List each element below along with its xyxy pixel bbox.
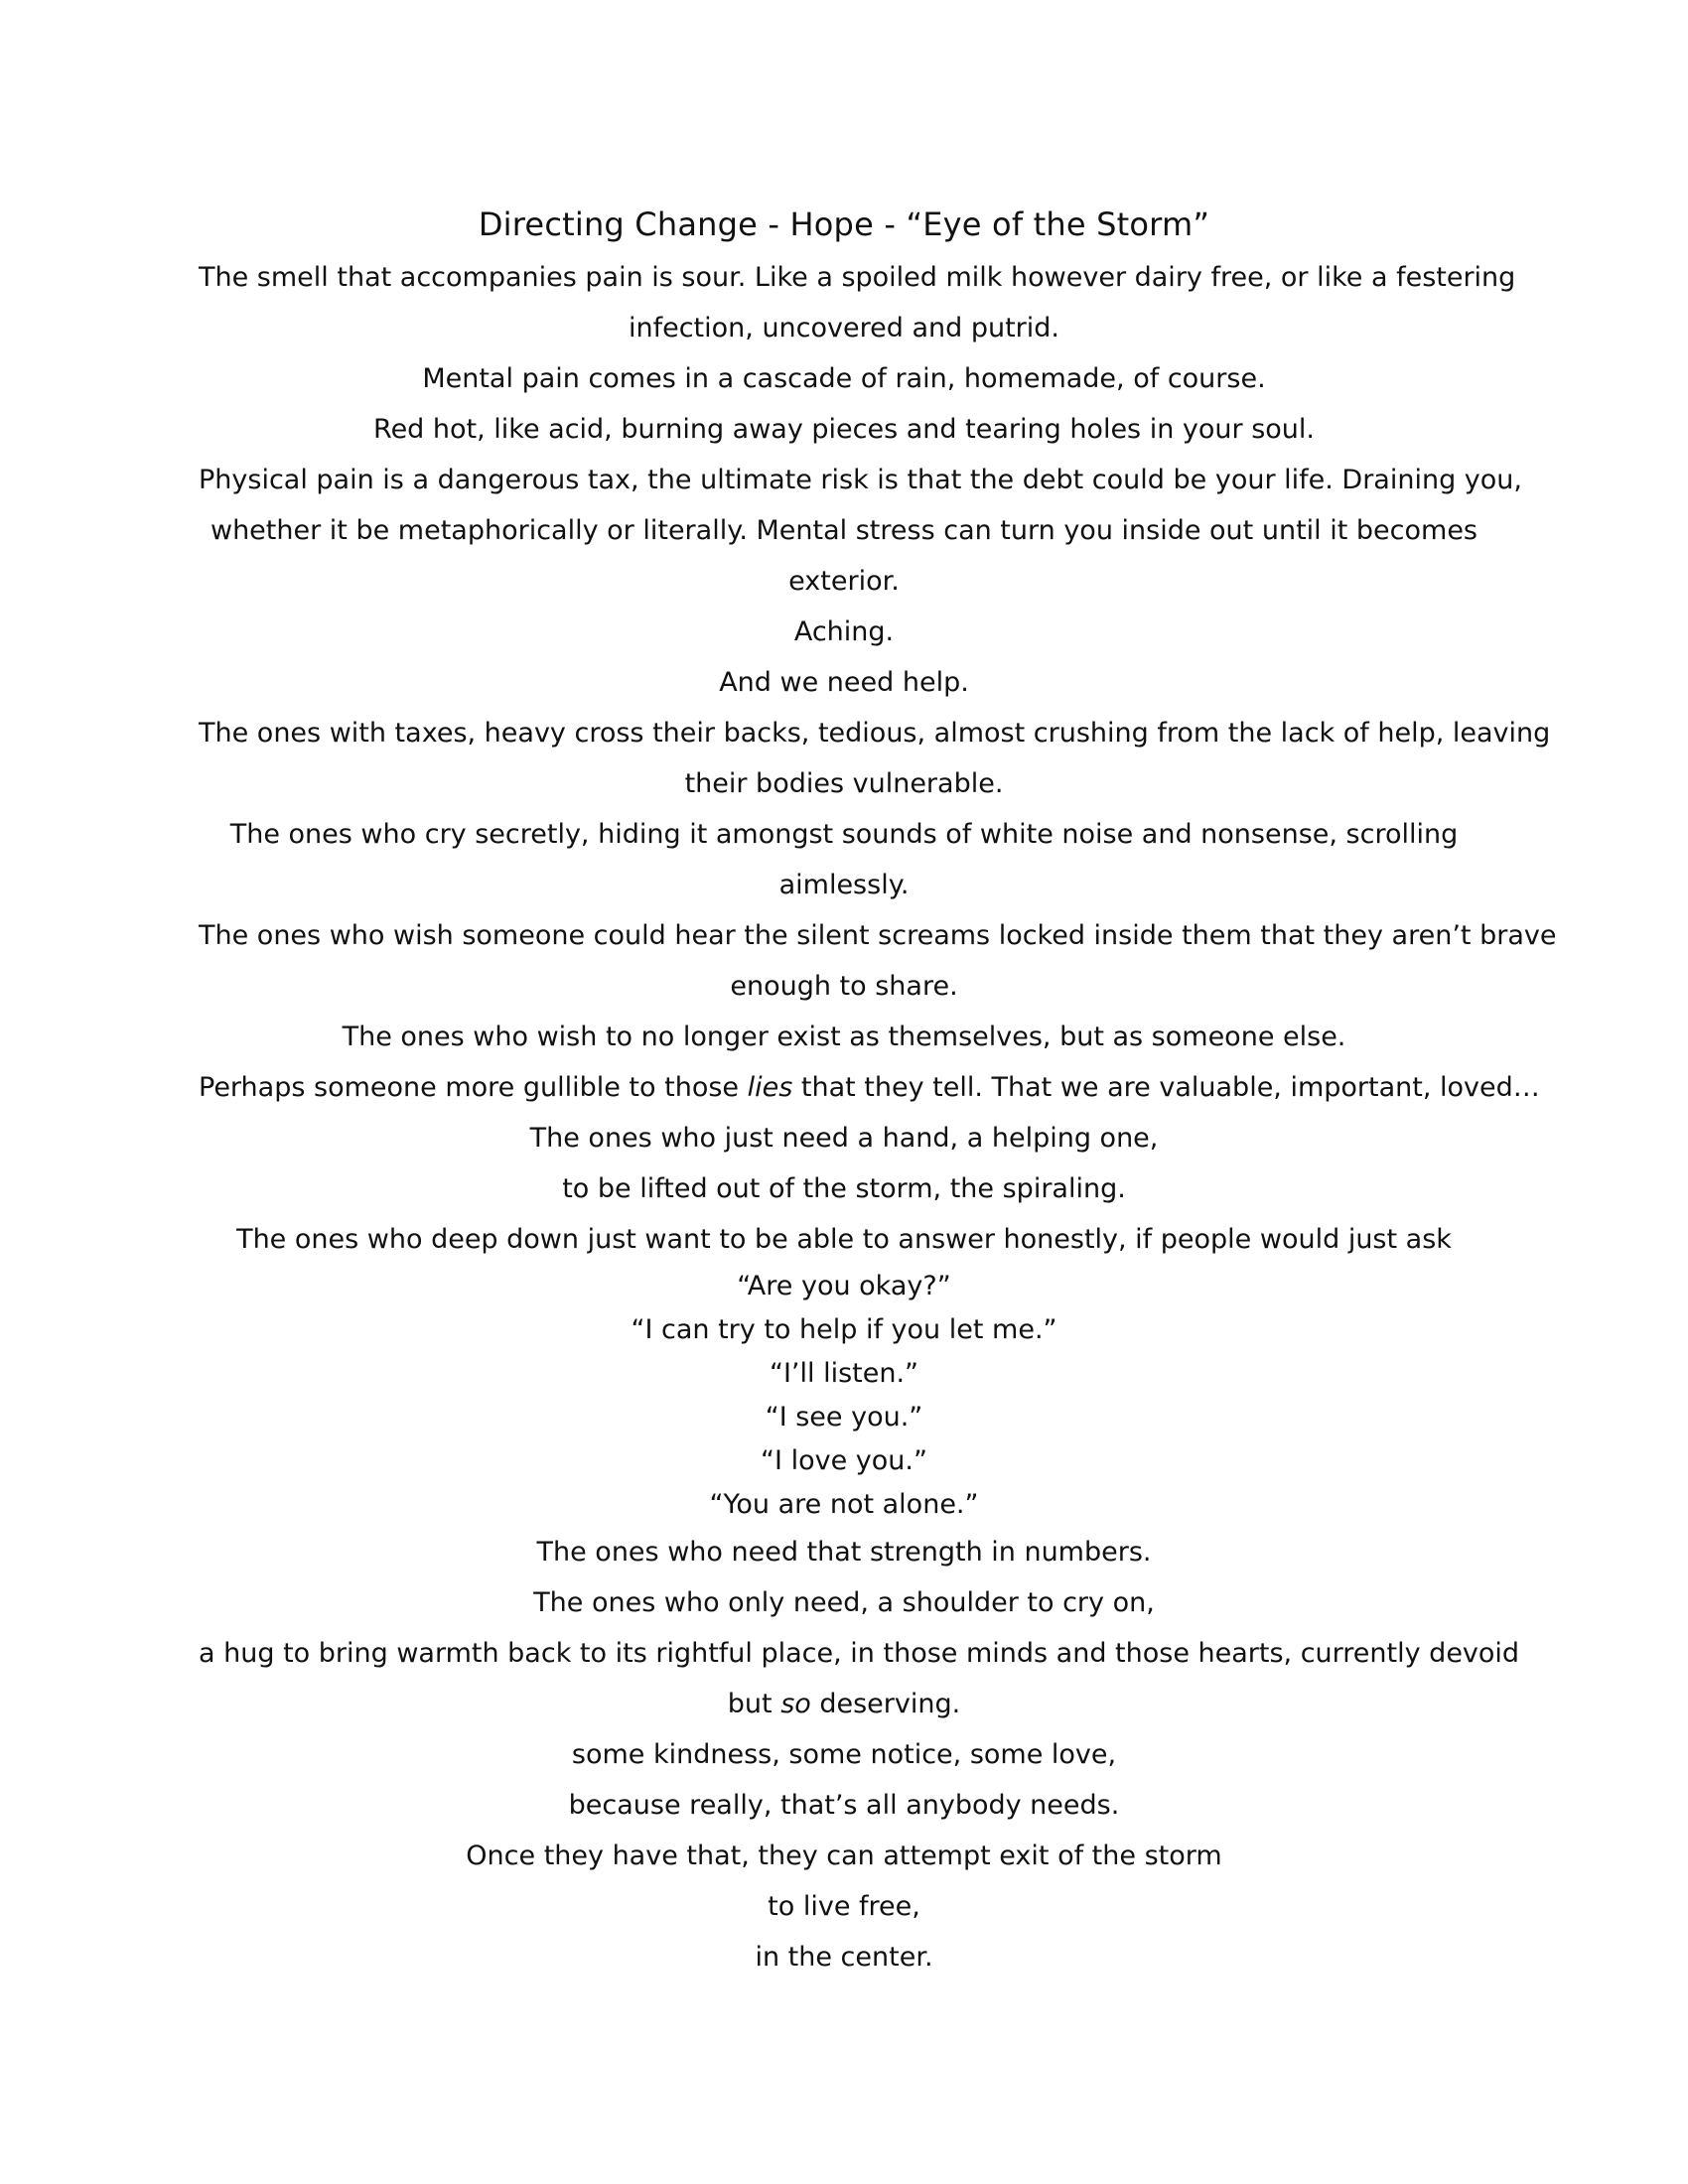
poem-line: whether it be metaphorically or literally. Mental stress can turn you inside out until it becomes [210,515,1477,546]
poem-line: a hug to bring warmth back to its rightful place, in those minds and those hearts, currently devoid [199,1638,1520,1669]
poem-line: Physical pain is a dangerous tax, the ultimate risk is that the debt could be your life. Draining you, [199,465,1522,495]
poem-line: exterior. [788,566,900,597]
poem-line: The ones who only need, a shoulder to cry on, [533,1587,1155,1618]
poem-line: Aching. [793,616,895,647]
quoted-lines [199,1265,1489,1527]
poem-line: The ones with taxes, heavy cross their backs, tedious, almost crushing from the lack of help, leaving [199,718,1551,749]
poem-line: aimlessly. [778,870,910,900]
poem-line: to live free, [768,1891,920,1922]
poem-line: because really, that’s all anybody needs. [568,1790,1120,1821]
quote-line: “I can try to help if you let me.” [631,1314,1057,1345]
quote-line: “Are you okay?” [737,1271,951,1301]
quote-line: “I see you.” [765,1402,923,1433]
poem-part-1 [199,252,1557,1265]
so-line-italic: so [780,1689,811,1719]
lies-line-italic: lies [747,1072,793,1103]
so-line-before: but [727,1689,781,1719]
poem-line: their bodies vulnerable. [684,768,1004,799]
poem-line: Red hot, like acid, burning away pieces and tearing holes in your soul. [373,414,1315,445]
quote-line: “I’ll listen.” [769,1358,919,1389]
poem-line-so [199,1679,1489,1729]
poem-line: The ones who cry secretly, hiding it amongst sounds of white noise and nonsense, scrolling [229,819,1459,850]
poem-line: The ones who just need a hand, a helping one, [529,1123,1159,1154]
poem-line: The ones who deep down just want to be able to answer honestly, if people would just ask [236,1224,1452,1255]
poem-line: infection, uncovered and putrid. [628,313,1060,343]
poem-line: enough to share. [730,971,958,1002]
poem-line: And we need help. [719,667,969,698]
lies-line-after: that they tell. That we are valuable, important, loved… [792,1072,1540,1103]
poem-line: some kindness, some notice, some love, [571,1739,1117,1770]
poem-line: The ones who wish someone could hear the silent screams locked inside them that they aren’t brave [199,920,1557,951]
poem-title: Directing Change - Hope - “Eye of the Storm” [478,205,1210,243]
poem-line: The ones who wish to no longer exist as themselves, but as someone else. [342,1022,1346,1052]
poem-line: in the center. [755,1942,933,1973]
poem-line: Once they have that, they can attempt exit of the storm [466,1841,1222,1871]
so-line-after: deserving. [810,1689,961,1719]
poem-part-3 [199,1527,1520,1982]
quote-line: “I love you.” [761,1445,927,1476]
poem-line: Mental pain comes in a cascade of rain, homemade, of course. [422,363,1266,394]
poem-line: The smell that accompanies pain is sour. Like a spoiled milk however dairy free, or like a festering [199,262,1516,293]
poem-line: to be lifted out of the storm, the spiraling. [562,1173,1126,1204]
quote-line: “You are not alone.” [709,1489,979,1520]
poem-line: The ones who need that strength in numbers. [536,1537,1152,1568]
lies-line-before: Perhaps someone more gullible to those [199,1072,748,1103]
poem-line-lies [199,1062,1540,1113]
document-page [199,199,1557,1982]
